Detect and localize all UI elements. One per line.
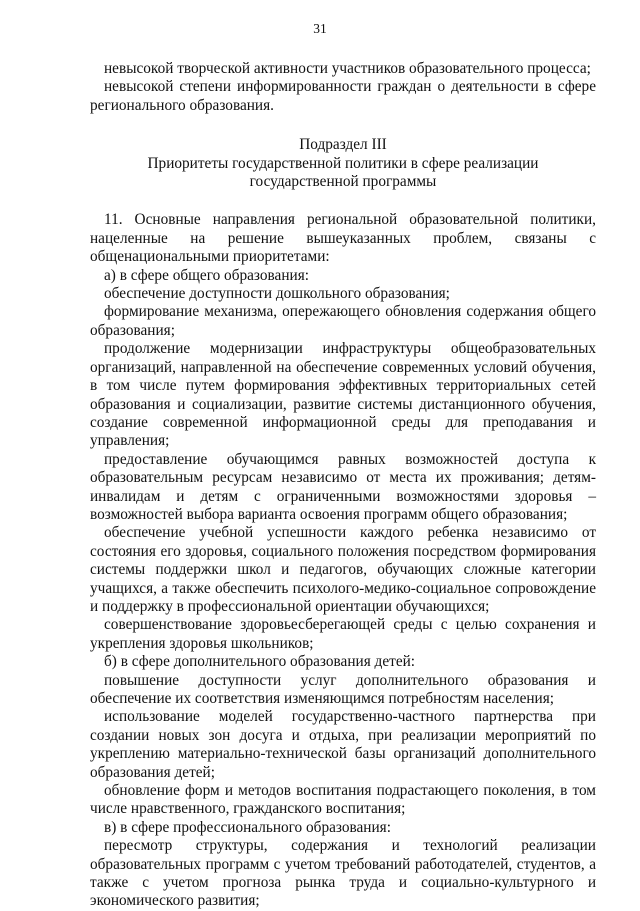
subsection-heading (90, 136, 596, 191)
body-paragraph-10: повышение доступности услуг дополнительного образования и обеспечение их соответствия изменяющимся потребностям населения; (90, 671, 596, 707)
body-paragraph-9: б) в сфере дополнительного образования детей: (104, 653, 416, 671)
subsection-subtitle-line-1: Приоритеты государственной политики в сфере реализации (147, 154, 539, 172)
body-paragraph-3: обеспечение доступности дошкольного образования; (104, 285, 450, 303)
body-paragraph-7: обеспечение учебной успешности каждого ребенка независимо от состояния его здоровья, социального положения посредством формирования системы поддержки школ и педагогов, обучающих сложные категории учащихся, а также обеспечить психолого-медико-социальное сопровождение и поддержку в профессиональной ориентации обучающихся; (90, 524, 596, 615)
body-paragraph-12: обновление форм и методов воспитания подрастающего поколения, в том числе нравственного, гражданского воспитания; (90, 782, 596, 818)
body-paragraph-1: 11. Основные направления региональной образовательной политики, нацеленные на решение вышеуказанных проблем, связаны с общенациональными приоритетами: (90, 211, 596, 266)
body-paragraph-2: а) в сфере общего образования: (104, 266, 309, 284)
subsection-title: Подраздел III (299, 136, 387, 154)
body-paragraph-8: совершенствование здоровьесберегающей среды с целью сохранения и укрепления здоровья школьников; (90, 616, 596, 652)
body-paragraph-6: предоставление обучающимся равных возможностей доступа к образовательным ресурсам независимо от места их проживания; детям-инвалидам и детям с ограниченными возможностями здоровья – возможностей выбора варианта освоения программ общего образования; (90, 450, 596, 523)
intro-paragraph-1: невысокой творческой активности участников образовательного процесса; (104, 60, 591, 77)
body-paragraph-13: в) в сфере профессионального образования: (104, 818, 391, 836)
subsection-subtitle-line-2: государственной программы (249, 173, 437, 191)
body-paragraph-11: использование моделей государственно-частного партнерства при создании новых зон досуга и отдыха, при реализации мероприятий по укреплению материально-технической базы организаций дополнительного образования детей; (90, 708, 596, 781)
body-paragraph-14: пересмотр структуры, содержания и технологий реализации образовательных программ с учетом требований работодателей, студентов, а также с учетом прогноза рынка труда и социально-культурного и экономического развития; (90, 837, 596, 910)
body-paragraph-5: продолжение модернизации инфраструктуры общеобразовательных организаций, направленной на обеспечение современных условий обучения, в том числе путем формирования эффективных территориальных сетей образования и социализации, развитие системы дистанционного обучения, создание современной информационной среды для преподавания и управления; (90, 340, 596, 450)
document-body (90, 60, 596, 911)
body-paragraph-4: формирование механизма, опережающего обновления содержания общего образования; (90, 303, 596, 339)
page-number: 31 (313, 21, 327, 36)
intro-paragraph-2: невысокой степени информированности граждан о деятельности в сфере регионального образования. (90, 78, 596, 114)
